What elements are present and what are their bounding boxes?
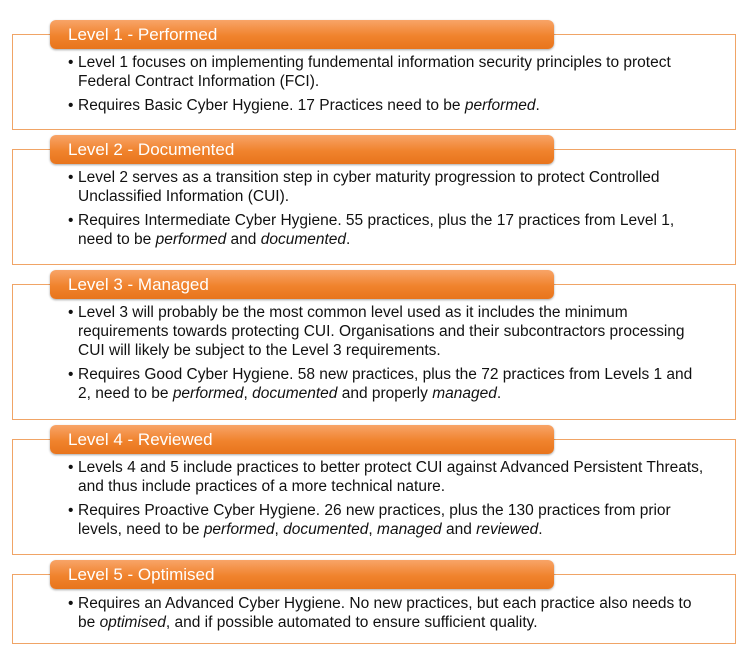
bullet-text: Requires an Advanced Cyber Hygiene. No new practices, but each practice also needs to be [78, 595, 692, 631]
emphasis-text: managed [377, 521, 442, 538]
level-2-title: Level 2 - Documented [50, 135, 554, 164]
bullet-item [68, 96, 708, 115]
bullet-text: Level 2 serves as a transition step in cyber maturity progression to protect Controlled Unclassified Information (CUI). [78, 169, 660, 205]
bullet-item [68, 458, 708, 496]
bullet-text: Level 3 will probably be the most common level used as it includes the minimum requirements towards protecting CUI. Organisations and their subcontractors processing CUI will likely be subject to the Level 3 requirements. [78, 304, 685, 359]
bullet-item [68, 168, 708, 206]
bullet-text: , [274, 521, 284, 538]
bullet-text: and properly [337, 385, 433, 402]
bullet-text: , [368, 521, 378, 538]
level-5-bullets [68, 594, 708, 637]
bullet-text: Requires Proactive Cyber Hygiene. 26 new practices, plus the 130 practices from prior levels, need to be [78, 502, 671, 538]
bullet-item [68, 211, 708, 249]
bullet-text: Levels 4 and 5 include practices to better protect CUI against Advanced Persistent Threats, and thus include practices of a more technical nature. [78, 459, 704, 495]
bullet-text: , [243, 385, 253, 402]
bullet-item [68, 303, 708, 360]
level-4-bullets [68, 458, 708, 544]
level-4-title: Level 4 - Reviewed [50, 425, 554, 454]
emphasis-text: performed [203, 521, 275, 538]
bullet-text: . [538, 521, 543, 538]
bullet-item [68, 501, 708, 539]
bullet-text: and [441, 521, 477, 538]
bullet-item [68, 365, 708, 403]
bullet-text: Requires Intermediate Cyber Hygiene. 55 practices, plus the 17 practices from Level 1, need to be [78, 212, 675, 248]
emphasis-text: reviewed [476, 521, 539, 538]
level-2-bullets [68, 168, 708, 254]
bullet-item [68, 53, 708, 91]
bullet-text: Level 1 focuses on implementing fundemental information security principles to protect Federal Contract Information (FCI). [78, 54, 671, 90]
emphasis-text: performed [172, 385, 244, 402]
emphasis-text: performed [155, 231, 227, 248]
bullet-text: . [496, 385, 502, 402]
emphasis-text: documented [252, 385, 338, 402]
bullet-text: . [535, 97, 540, 114]
emphasis-text: performed [464, 97, 536, 114]
emphasis-text: documented [260, 231, 347, 248]
bullet-text: , and if possible automated to ensure sufficient quality. [165, 614, 538, 631]
emphasis-text: managed [432, 385, 497, 402]
level-3-title: Level 3 - Managed [50, 270, 554, 299]
bullet-item [68, 594, 708, 632]
bullet-text: Requires Basic Cyber Hygiene. 17 Practices need to be [78, 97, 465, 114]
level-1-bullets [68, 53, 708, 120]
bullet-text: and [226, 231, 261, 248]
level-1-title: Level 1 - Performed [50, 20, 554, 49]
level-3-bullets [68, 303, 708, 408]
emphasis-text: documented [283, 521, 369, 538]
emphasis-text: optimised [99, 614, 166, 631]
bullet-text: . [346, 231, 351, 248]
level-5-title: Level 5 - Optimised [50, 560, 554, 589]
bullet-text: Requires Good Cyber Hygiene. 58 new practices, plus the 72 practices from Levels 1 and 2, need to be [78, 366, 693, 402]
